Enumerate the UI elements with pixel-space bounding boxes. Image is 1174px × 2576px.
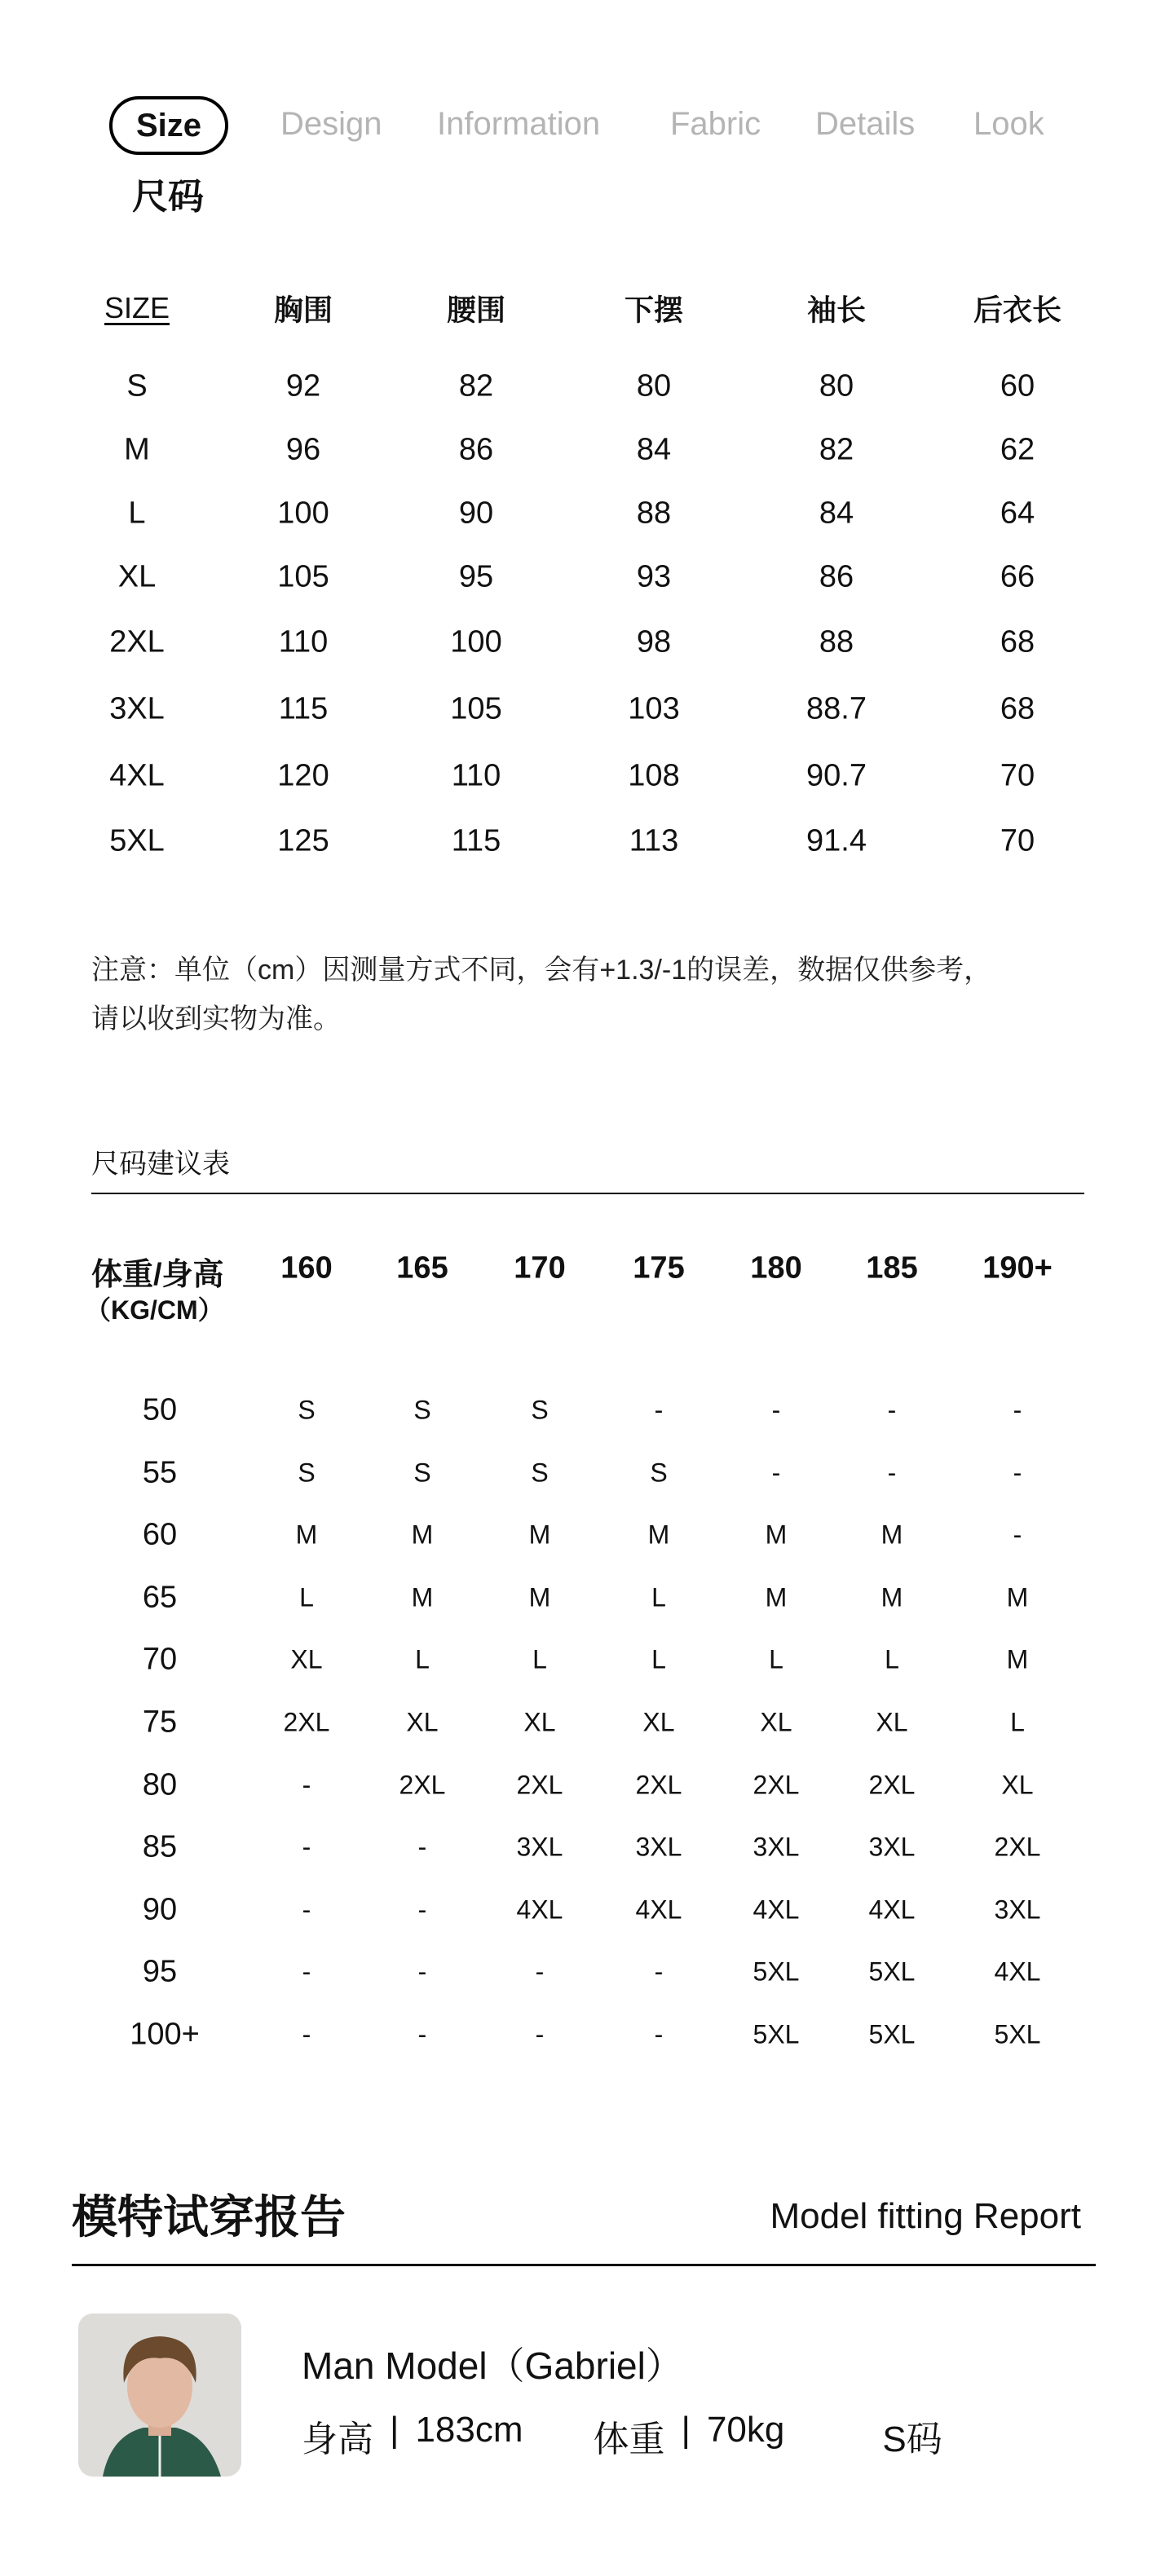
recommend-cell: 3XL [994,1895,1041,1925]
recommend-cell: - [771,1458,781,1488]
size-table-cell: 90.7 [806,758,867,793]
recommend-cell: 4XL [994,1956,1041,1987]
recommend-cell: - [535,2019,545,2049]
recommend-cell: M [880,1520,903,1550]
tab-size[interactable] [109,96,228,155]
size-table-cell: 110 [451,758,501,793]
tab-fabric[interactable]: Fabric [670,106,761,142]
size-table-cell: 88.7 [806,691,867,726]
size-table-cell: 105 [277,559,329,594]
size-table-cell: 90 [458,496,494,531]
recommend-cell: M [765,1582,788,1612]
recommend-cell: - [1013,1458,1022,1488]
recommend-cell: M [295,1520,318,1550]
size-table-cell: 80 [636,368,672,404]
height-header: 160 [280,1251,333,1286]
size-table-cell: 84 [636,432,672,467]
recommend-cell: 5XL [868,1956,916,1987]
recommend-cell: L [415,1644,430,1674]
size-table-cell: 115 [278,691,329,726]
recommend-cell: 5XL [753,2019,800,2049]
recommend-cell: - [417,1832,427,1862]
size-table-cell: 84 [819,496,854,531]
weight-label: 50 [142,1392,178,1427]
weight-label: 85 [142,1829,178,1864]
recommend-cell: XL [523,1707,556,1737]
height-header: 185 [866,1251,918,1286]
size-table-header: 后衣长 [973,293,1062,327]
recommend-cell: S [413,1458,431,1488]
recommend-cell: 2XL [399,1770,446,1800]
recommend-cell: L [299,1582,314,1612]
size-label: XL [117,559,157,594]
model-name: Man Model（Gabriel） [302,2344,683,2387]
model-section-title-en: Model fitting Report [770,2196,1081,2236]
recommend-cell: 3XL [635,1832,682,1862]
recommend-cell: - [654,2019,664,2049]
size-table-cell: 88 [819,624,854,659]
divider [72,2264,1096,2266]
recommend-cell: S [298,1458,316,1488]
recommend-cell: - [535,1956,545,1987]
model-avatar [78,2314,241,2477]
recommend-cell: M [411,1520,434,1550]
divider [91,1193,1084,1194]
recommend-cell: XL [406,1707,439,1737]
weight-label: 65 [142,1580,178,1615]
size-table-header: 腰围 [446,293,506,327]
size-table-cell: 68 [1000,691,1035,726]
height-header: 180 [750,1251,802,1286]
recommend-cell: L [885,1644,899,1674]
size-table-cell: 92 [285,368,321,404]
recommend-cell: S [413,1395,431,1425]
recommend-cell: XL [760,1707,792,1737]
size-label: M [124,432,150,467]
size-table-cell: 100 [277,496,329,531]
size-table-cell: 62 [1000,432,1035,467]
model-section-title: 模特试穿报告 [72,2191,346,2243]
measurement-note [91,946,1102,1043]
recommend-cell: - [1013,1395,1022,1425]
section-subtitle: 尺码 [132,177,204,217]
recommend-cell: 3XL [516,1832,563,1862]
size-table-cell: 66 [1000,559,1035,594]
recommend-cell: 5XL [753,1956,800,1987]
size-table-cell: 91.4 [806,823,867,858]
recommend-cell: 4XL [516,1895,563,1925]
recommend-cell: M [1006,1644,1029,1674]
recommend-cell: - [654,1956,664,1987]
tab-information[interactable]: Information [437,106,601,142]
recommend-cell: L [532,1644,547,1674]
weight-label: 60 [142,1517,178,1552]
weight-label: 90 [142,1892,178,1927]
recommend-cell: - [887,1458,897,1488]
recommend-cell: - [302,2019,311,2049]
recommend-cell: - [771,1395,781,1425]
recommend-cell: S [298,1395,316,1425]
size-table-cell: 80 [819,368,854,404]
height-header: 175 [633,1251,685,1286]
recommend-cell: S [650,1458,668,1488]
recommend-cell: XL [876,1707,908,1737]
size-table-cell: 86 [458,432,494,467]
size-table-header: SIZE [104,291,170,324]
recommend-cell: - [302,1895,311,1925]
recommend-cell: M [528,1582,551,1612]
size-table-header: 袖长 [806,293,867,327]
size-table-cell: 86 [819,559,854,594]
weight-value: 70kg [706,2410,785,2450]
recommend-cell: 2XL [283,1707,330,1737]
size-table-cell: 64 [1000,496,1035,531]
corner-unit: （KG/CM） [85,1295,224,1325]
size-table-cell: 96 [285,432,321,467]
recommend-cell: M [880,1582,903,1612]
recommend-cell: - [1013,1520,1022,1550]
size-table-cell: 60 [1000,368,1035,404]
size-table-cell: 110 [278,624,329,659]
recommend-cell: - [302,1832,311,1862]
tab-size-label: Size [135,107,202,143]
tab-design[interactable]: Design [280,106,382,142]
recommend-cell: L [1010,1707,1025,1737]
tab-details[interactable]: Details [815,106,916,142]
recommend-cell: L [769,1644,783,1674]
corner-label: 体重/身高 [91,1258,224,1292]
recommend-title: 尺码建议表 [91,1149,230,1180]
size-table-header: 下摆 [624,293,684,327]
recommend-cell: 2XL [868,1770,916,1800]
size-label: 5XL [109,823,165,858]
size-table-header: 胸围 [273,293,333,327]
recommend-cell: S [531,1395,549,1425]
size-table-cell: 68 [1000,624,1035,659]
note-line-1: 注意：单位（cm）因测量方式不同，会有+1.3/-1的误差，数据仅供参考， [91,955,992,986]
recommend-cell: 2XL [994,1832,1041,1862]
recommend-cell: 2XL [753,1770,800,1800]
recommend-cell: - [654,1395,664,1425]
recommend-cell: L [651,1582,666,1612]
model-size: S码 [882,2419,942,2459]
recommend-cell: M [528,1520,551,1550]
recommend-cell: XL [290,1644,323,1674]
recommend-cell: - [417,1956,427,1987]
recommend-cell: 2XL [516,1770,563,1800]
model-stats [302,2410,942,2462]
size-table-cell: 115 [451,823,501,858]
height-header: 165 [396,1251,448,1286]
size-table-cell: 120 [277,758,329,793]
recommend-cell: M [765,1520,788,1550]
separator: | [681,2410,691,2450]
size-label: 2XL [109,624,165,659]
recommend-cell: 4XL [635,1895,682,1925]
size-table-cell: 82 [458,368,494,404]
recommend-cell: 4XL [868,1895,916,1925]
size-table-cell: 70 [1000,758,1035,793]
size-table-cell: 95 [458,559,494,594]
recommend-cell: - [302,1770,311,1800]
weight-label: 体重 [593,2419,665,2459]
size-table-cell: 108 [628,758,680,793]
recommend-cell: M [411,1582,434,1612]
recommend-cell: 3XL [753,1832,800,1862]
recommend-cell: 2XL [635,1770,682,1800]
size-table-cell: 88 [636,496,672,531]
tab-look[interactable]: Look [973,106,1044,142]
size-table-cell: 100 [450,624,502,659]
recommend-cell: 3XL [868,1832,916,1862]
recommend-cell: XL [642,1707,675,1737]
recommend-cell: - [417,2019,427,2049]
height-header: 170 [514,1251,566,1286]
size-table-cell: 93 [636,559,672,594]
size-table-cell: 98 [636,624,672,659]
recommend-cell: 4XL [753,1895,800,1925]
size-table-cell: 113 [629,823,679,858]
size-table-cell: 70 [1000,823,1035,858]
recommend-cell: 5XL [994,2019,1041,2049]
size-label: 3XL [109,691,165,726]
recommend-cell: XL [1001,1770,1034,1800]
size-table-cell: 103 [628,691,680,726]
size-label: S [126,368,148,404]
separator: | [390,2410,399,2450]
weight-label: 75 [142,1705,178,1740]
recommend-cell: L [651,1644,666,1674]
recommend-cell: M [647,1520,670,1550]
size-label: 4XL [109,758,165,793]
recommend-cell: 5XL [868,2019,916,2049]
weight-label: 55 [142,1455,178,1490]
recommend-cell: - [417,1895,427,1925]
model-photo-icon [78,2314,241,2477]
size-table-cell: 125 [277,823,329,858]
recommend-cell: - [302,1956,311,1987]
height-value: 183cm [415,2410,523,2450]
recommend-cell: - [887,1395,897,1425]
weight-label: 70 [142,1642,178,1677]
size-table-cell: 105 [450,691,502,726]
recommend-cell: S [531,1458,549,1488]
weight-label: 100+ [130,2017,200,2052]
size-table-cell: 82 [819,432,854,467]
size-label: L [128,496,146,531]
height-label: 身高 [302,2419,373,2459]
height-header: 190+ [982,1251,1053,1286]
note-line-2: 请以收到实物为准。 [91,1003,341,1034]
weight-label: 80 [142,1767,178,1802]
weight-label: 95 [142,1954,178,1989]
recommend-cell: M [1006,1582,1029,1612]
